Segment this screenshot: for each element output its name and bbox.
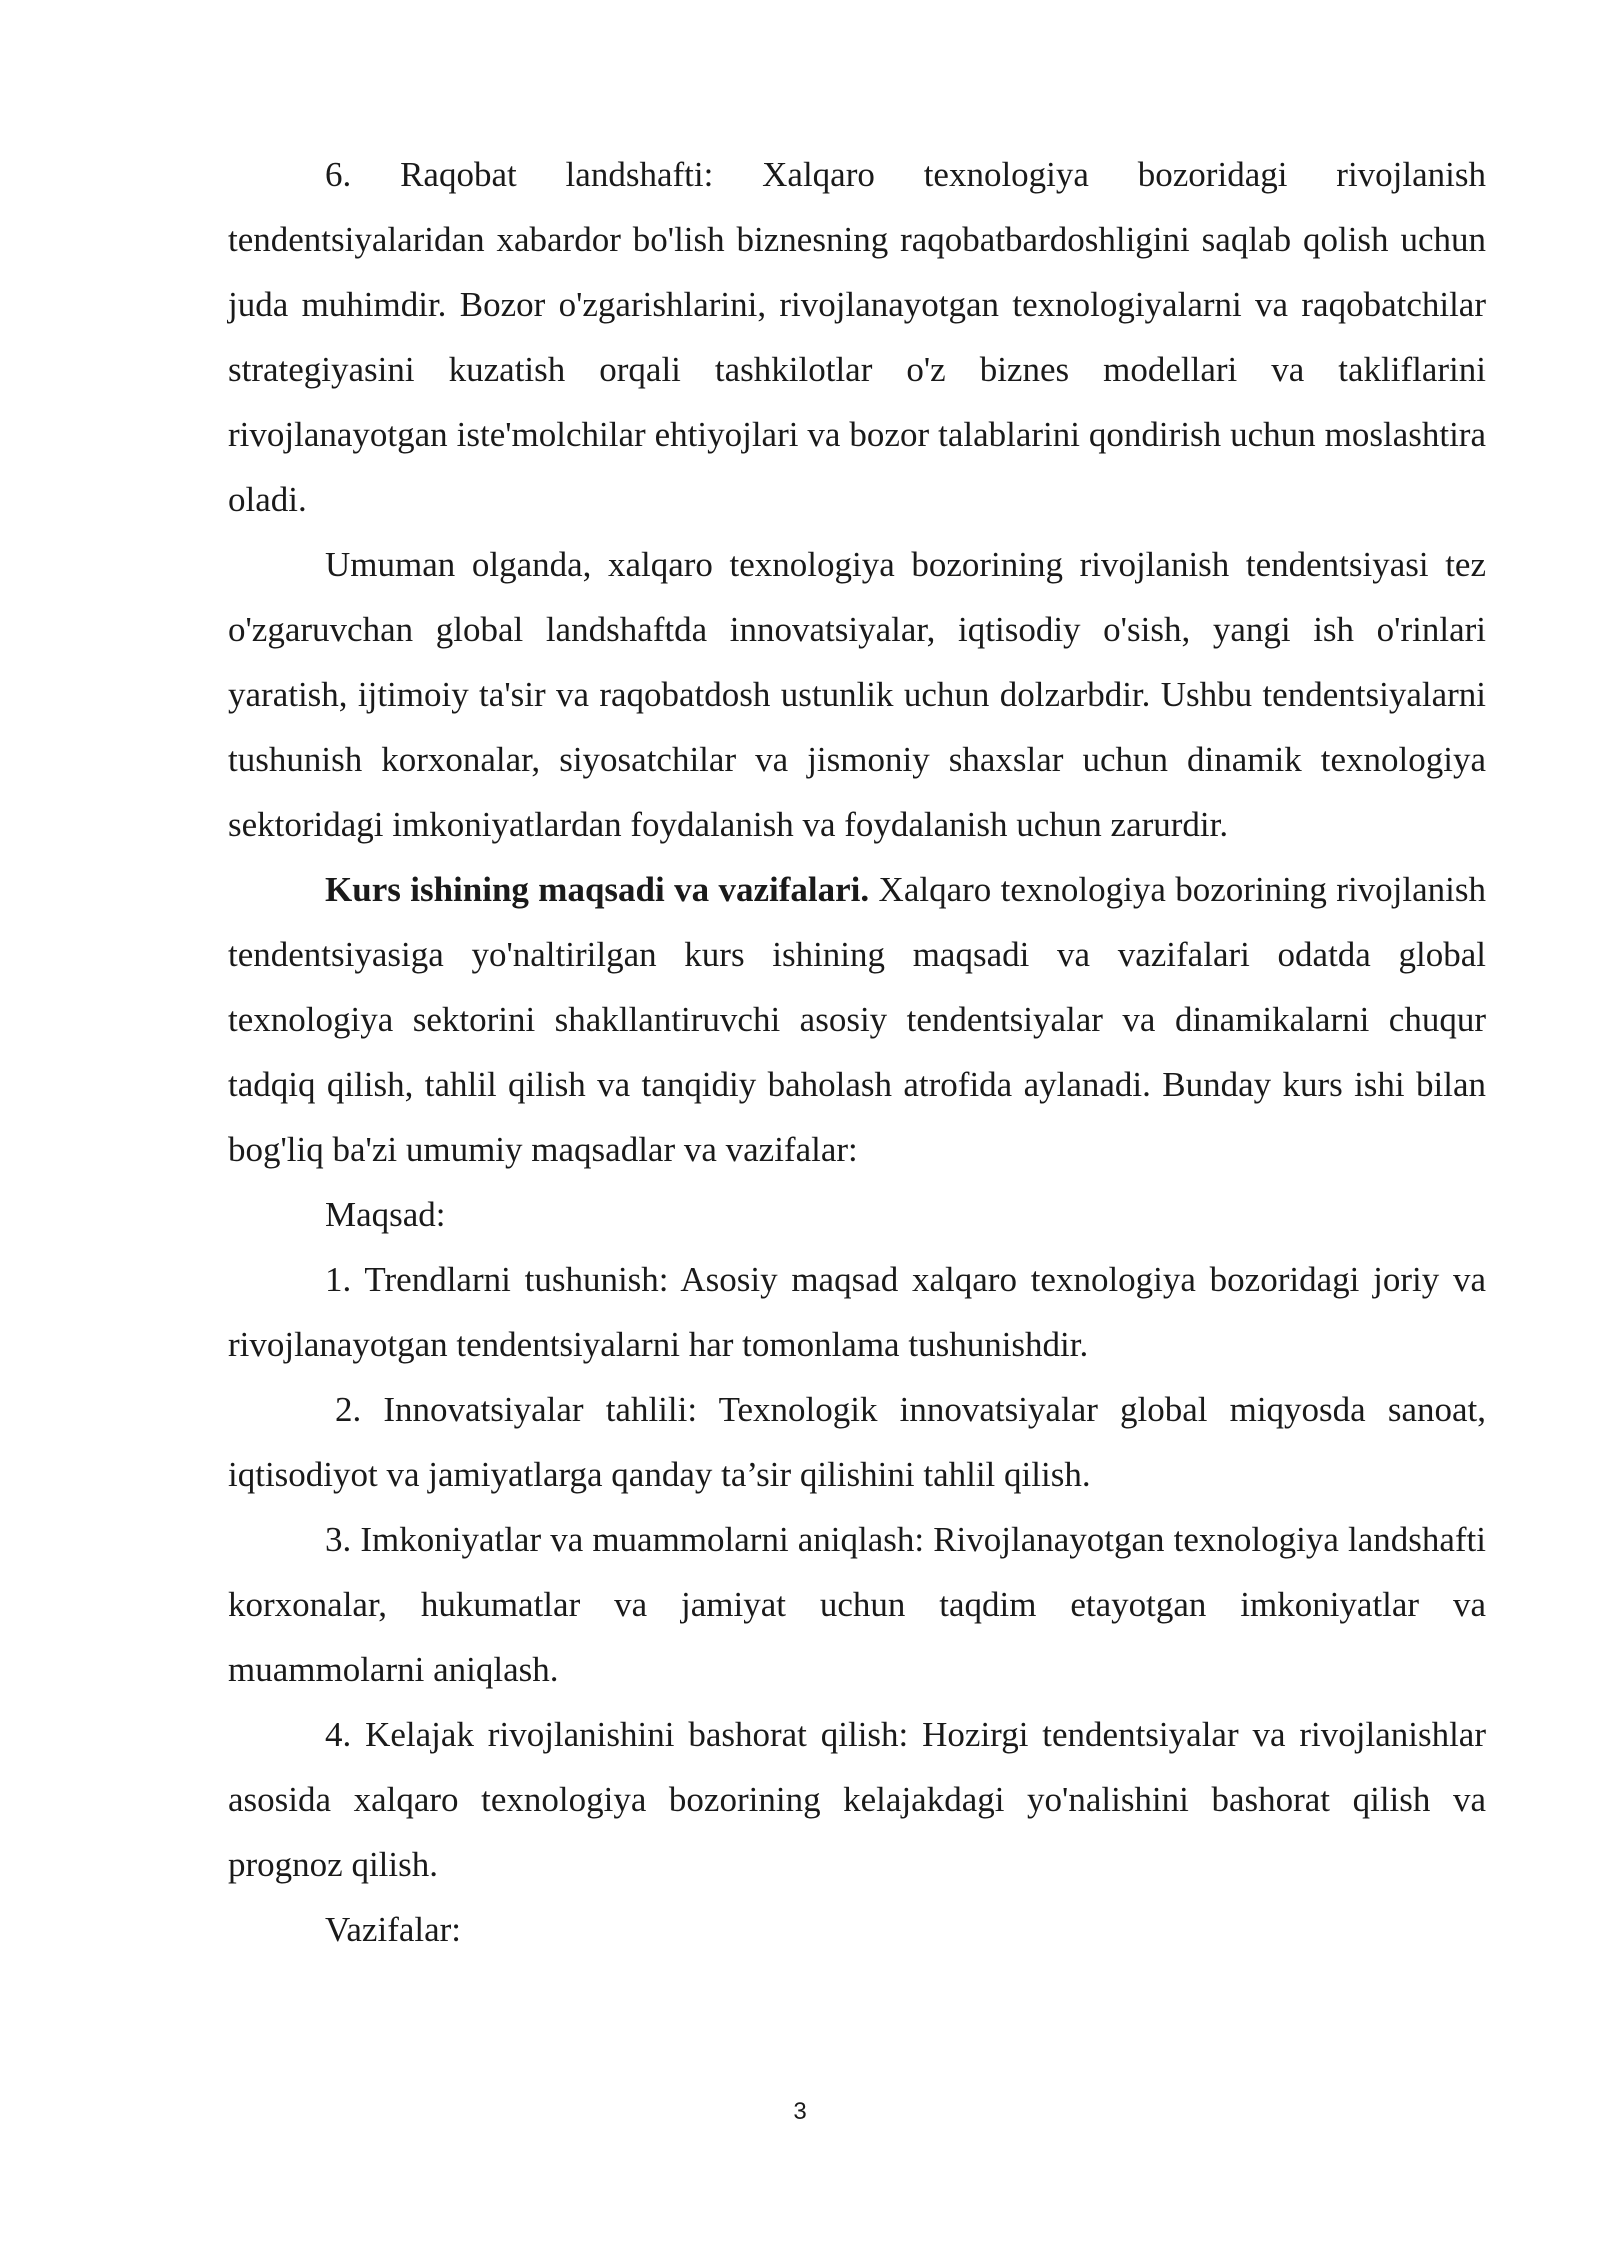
page-content [228, 142, 1486, 1962]
course-goals-heading: Kurs ishining maqsadi va vazifalari. [325, 870, 870, 909]
paragraph-summary: Umuman olganda, xalqaro texnologiya bozorining rivojlanish tendentsiyasi tez o'zgaruvchan global landshaftda innovatsiyalar, iqtisodiy o'sish, yangi ish o'rinlari yaratish, ijtimoiy ta'sir va raqobatdosh ustunlik uchun dolzarbdir. Ushbu tendentsiyalarni tushunish korxonalar, siyosatchilar va jismoniy shaxslar uchun dinamik texnologiya sektoridagi imkoniyatlardan foydalanish va foydalanish uchun zarurdir. [228, 545, 1486, 844]
paragraph-course-goals [228, 857, 1486, 1182]
goal-label: Maqsad: [325, 1195, 446, 1234]
course-goals-body: Xalqaro texnologiya bozorining rivojlanish tendentsiyasiga yo'naltirilgan kurs ishining maqsadi va vazifalari odatda global texnologiya sektorini shakllantiruvchi asosiy tendentsiyalar va dinamikalarni chuqur tadqiq qilish, tahlil qilish va tanqidiy baholash atrofida aylanadi. Bunday kurs ishi bilan bog'liq ba'zi umumiy maqsadlar va vazifalar: [228, 870, 1486, 1169]
goal-item-1: 1. Trendlarni tushunish: Asosiy maqsad xalqaro texnologiya bozoridagi joriy va rivojlanayotgan tendentsiyalarni har tomonlama tushunishdir. [228, 1260, 1486, 1364]
goal-item-4: 4. Kelajak rivojlanishini bashorat qilish: Hozirgi tendentsiyalar va rivojlanishlar asosida xalqaro texnologiya bozorining kelajakdagi yo'nalishini bashorat qilish va prognoz qilish. [228, 1715, 1486, 1884]
paragraph-competitive-landscape: 6. Raqobat landshafti: Xalqaro texnologiya bozoridagi rivojlanish tendentsiyalaridan xabardor bo'lish biznesning raqobatbardoshligini saqlab qolish uchun juda muhimdir. Bozor o'zgarishlarini, rivojlanayotgan texnologiyalarni va raqobatchilar strategiyasini kuzatish orqali tashkilotlar o'z biznes modellari va takliflarini rivojlanayotgan iste'molchilar ehtiyojlari va bozor talablarini qondirish uchun moslashtira oladi. [228, 155, 1486, 519]
tasks-label: Vazifalar: [325, 1910, 462, 1949]
goal-item-2: 2. Innovatsiyalar tahlili: Texnologik innovatsiyalar global miqyosda sanoat, iqtisodiyot va jamiyatlarga qanday ta’sir qilishini tahlil qilish. [228, 1390, 1486, 1494]
page-number: 3 [793, 2098, 807, 2125]
goal-item-3: 3. Imkoniyatlar va muammolarni aniqlash: Rivojlanayotgan texnologiya landshafti korxonalar, hukumatlar va jamiyat uchun taqdim etayotgan imkoniyatlar va muammolarni aniqlash. [228, 1520, 1486, 1689]
